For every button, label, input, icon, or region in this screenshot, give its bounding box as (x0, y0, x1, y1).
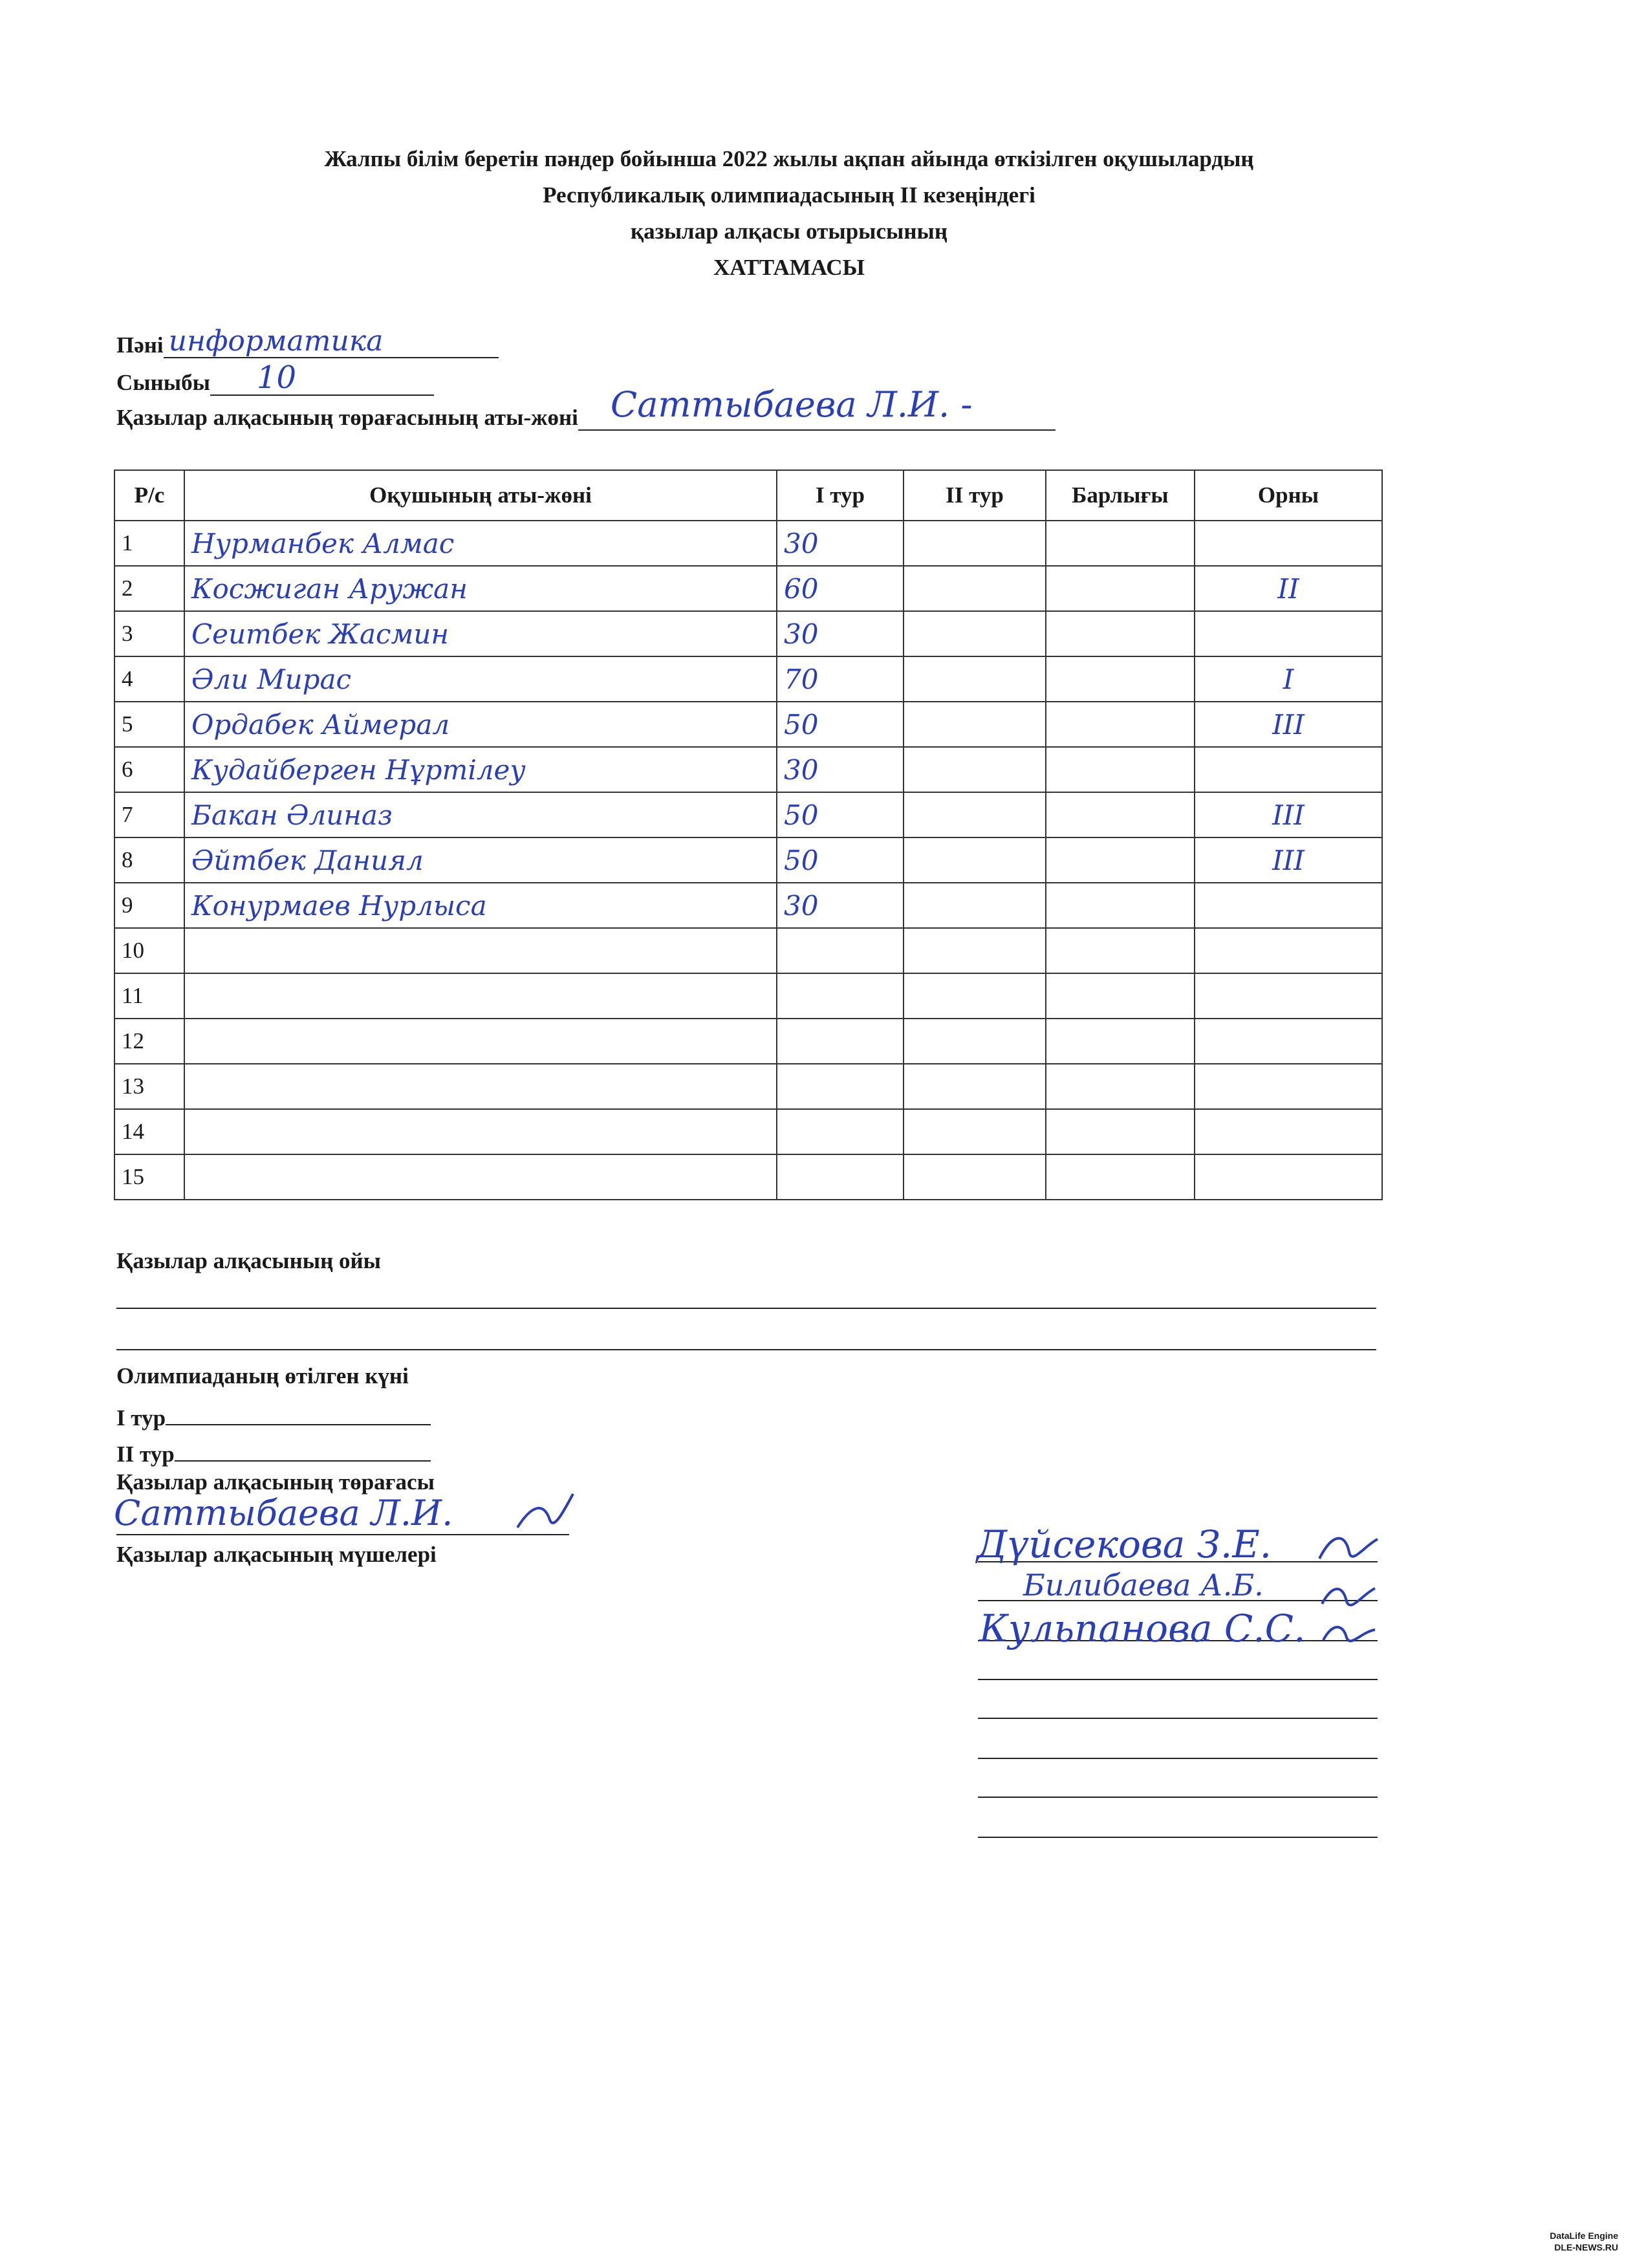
tour1-score: 30 (777, 611, 904, 656)
total-score (1046, 1109, 1195, 1154)
watermark-line-2: DLE-NEWS.RU (1554, 2242, 1618, 2252)
table-row (114, 792, 1382, 837)
total-score (1046, 702, 1195, 747)
col-tour1: I тур (777, 470, 904, 521)
table-row (114, 1154, 1382, 1200)
student-name (184, 1154, 777, 1200)
site-watermark (1550, 2230, 1618, 2253)
place: II (1195, 566, 1382, 611)
student-name: Әли Мирас (184, 656, 777, 702)
chair-row (116, 384, 1056, 431)
total-score (1046, 656, 1195, 702)
row-number: 9 (114, 883, 184, 928)
chair-signature: Саттыбаева Л.И. (114, 1493, 453, 1533)
col-student-name: Оқушының аты-жөні (184, 470, 777, 521)
student-name: Косжиган Аружан (184, 566, 777, 611)
row-number: 3 (114, 611, 184, 656)
tour1-score: 30 (777, 521, 904, 566)
chair-signature-line (116, 1534, 569, 1535)
table-row (114, 928, 1382, 973)
tour2-score (904, 1154, 1046, 1200)
tour1-score (777, 1109, 904, 1154)
student-name (184, 1064, 777, 1109)
table-row (114, 1064, 1382, 1109)
tour2-score (904, 1064, 1046, 1109)
header-line-2: Республикалық олимпиадасының II кезеңіндегі (543, 182, 1035, 208)
place (1195, 928, 1382, 973)
total-score (1046, 792, 1195, 837)
tour2-score (904, 837, 1046, 883)
opinion-line-2 (116, 1349, 1376, 1350)
header-line-3: қазылар алқасы отырысының (631, 219, 947, 244)
results-table (114, 470, 1383, 1200)
table-row (114, 1019, 1382, 1064)
student-name: Әйтбек Даниял (184, 837, 777, 883)
class-row (116, 360, 434, 396)
tour1-score: 30 (777, 883, 904, 928)
place (1195, 1154, 1382, 1200)
member-line-8 (978, 1837, 1378, 1838)
tour2-score (904, 883, 1046, 928)
place (1195, 1109, 1382, 1154)
place (1195, 521, 1382, 566)
row-number: 15 (114, 1154, 184, 1200)
table-row (114, 566, 1382, 611)
tour1-score (777, 1064, 904, 1109)
tour1-score (777, 1154, 904, 1200)
member-line-7 (978, 1797, 1378, 1798)
member-line-6 (978, 1758, 1378, 1759)
class-value: 10 (256, 360, 296, 396)
student-name: Конурмаев Нурлыса (184, 883, 777, 928)
tour2-score (904, 566, 1046, 611)
student-name: Ордабек Аймерал (184, 702, 777, 747)
table-row (114, 837, 1382, 883)
subject-row (116, 325, 499, 358)
table-row (114, 973, 1382, 1019)
row-number: 2 (114, 566, 184, 611)
tour2-score (904, 1109, 1046, 1154)
header-line-1: Жалпы білім беретін пәндер бойынша 2022 жылы ақпан айында өткізілген оқушылардың (324, 146, 1254, 171)
total-score (1046, 1154, 1195, 1200)
tour2-score (904, 747, 1046, 792)
tour2-score (904, 792, 1046, 837)
place (1195, 1064, 1382, 1109)
members-label: Қазылар алқасының мүшелері (116, 1542, 437, 1567)
place (1195, 1019, 1382, 1064)
tour1-score: 50 (777, 702, 904, 747)
table-row (114, 747, 1382, 792)
table-row (114, 702, 1382, 747)
total-score (1046, 747, 1195, 792)
student-name (184, 973, 777, 1019)
student-name: Сеитбек Жасмин (184, 611, 777, 656)
row-number: 11 (114, 973, 184, 1019)
tour2-score (904, 611, 1046, 656)
total-score (1046, 973, 1195, 1019)
subject-label: Пәні (116, 332, 164, 358)
subject-line (164, 325, 499, 358)
row-number: 14 (114, 1109, 184, 1154)
tour1-score: 60 (777, 566, 904, 611)
tour2-score (904, 973, 1046, 1019)
total-score (1046, 611, 1195, 656)
tour1-score: 50 (777, 792, 904, 837)
col-total: Барлығы (1046, 470, 1195, 521)
tour2-date-label: II тур (116, 1442, 175, 1467)
chair-name-line (578, 384, 1056, 431)
col-number: Р/с (114, 470, 184, 521)
member-signature-1: Дүйсекова З.Е. (977, 1522, 1272, 1566)
row-number: 7 (114, 792, 184, 837)
table-row (114, 656, 1382, 702)
member-signature-3: Кульпанова С.С. (979, 1606, 1306, 1650)
total-score (1046, 1064, 1195, 1109)
place (1195, 611, 1382, 656)
total-score (1046, 521, 1195, 566)
class-line (210, 360, 434, 396)
watermark-line-1: DataLife Engine (1550, 2230, 1618, 2241)
opinion-label: Қазылар алқасының ойы (116, 1248, 381, 1273)
tour2-date-row (116, 1437, 431, 1467)
tour2-score (904, 1019, 1046, 1064)
subject-value: информатика (168, 325, 384, 358)
total-score (1046, 566, 1195, 611)
chair-paraph-mark (511, 1487, 582, 1539)
row-number: 1 (114, 521, 184, 566)
tour2-score (904, 656, 1046, 702)
member-line-5 (978, 1718, 1378, 1719)
row-number: 12 (114, 1019, 184, 1064)
tour2-score (904, 521, 1046, 566)
row-number: 10 (114, 928, 184, 973)
place: III (1195, 702, 1382, 747)
table-row (114, 1109, 1382, 1154)
tour1-score: 30 (777, 747, 904, 792)
tour1-score (777, 1019, 904, 1064)
student-name (184, 1109, 777, 1154)
member-signature-2: Билибаева А.Б. (1023, 1568, 1264, 1603)
place (1195, 973, 1382, 1019)
row-number: 13 (114, 1064, 184, 1109)
tour2-score (904, 702, 1046, 747)
document-header (0, 141, 1578, 286)
member-paraph-marks (1313, 1526, 1384, 1656)
col-tour2: II тур (904, 470, 1046, 521)
tour1-date-row (116, 1401, 431, 1431)
row-number: 4 (114, 656, 184, 702)
place: I (1195, 656, 1382, 702)
student-name: Бакан Әлиназ (184, 792, 777, 837)
tour1-score: 70 (777, 656, 904, 702)
document-title: ХАТТАМАСЫ (713, 255, 865, 280)
student-name (184, 928, 777, 973)
total-score (1046, 928, 1195, 973)
table-row (114, 521, 1382, 566)
tour1-score (777, 928, 904, 973)
total-score (1046, 883, 1195, 928)
col-place: Орны (1195, 470, 1382, 521)
tour1-date-line (166, 1401, 431, 1425)
table-header-row (114, 470, 1382, 521)
row-number: 8 (114, 837, 184, 883)
date-label: Олимпиаданың өтілген күні (116, 1363, 409, 1388)
place: III (1195, 792, 1382, 837)
tour2-date-line (175, 1437, 431, 1462)
total-score (1046, 1019, 1195, 1064)
table-row (114, 883, 1382, 928)
tour1-score: 50 (777, 837, 904, 883)
class-label: Сыныбы (116, 370, 210, 395)
chair-signature-label: Қазылар алқасының төрағасы (116, 1469, 435, 1495)
row-number: 6 (114, 747, 184, 792)
place: III (1195, 837, 1382, 883)
tour2-score (904, 928, 1046, 973)
chair-name-label: Қазылар алқасының төрағасының аты-жөні (116, 405, 578, 430)
opinion-line-1 (116, 1308, 1376, 1309)
place (1195, 747, 1382, 792)
student-name (184, 1019, 777, 1064)
student-name: Нурманбек Алмас (184, 521, 777, 566)
chair-name-value: Саттыбаева Л.И. - (610, 384, 973, 425)
member-line-4 (978, 1679, 1378, 1680)
table-row (114, 611, 1382, 656)
student-name: Кудайберген Нұртілеу (184, 747, 777, 792)
row-number: 5 (114, 702, 184, 747)
tour1-date-label: I тур (116, 1405, 166, 1431)
place (1195, 883, 1382, 928)
total-score (1046, 837, 1195, 883)
tour1-score (777, 973, 904, 1019)
